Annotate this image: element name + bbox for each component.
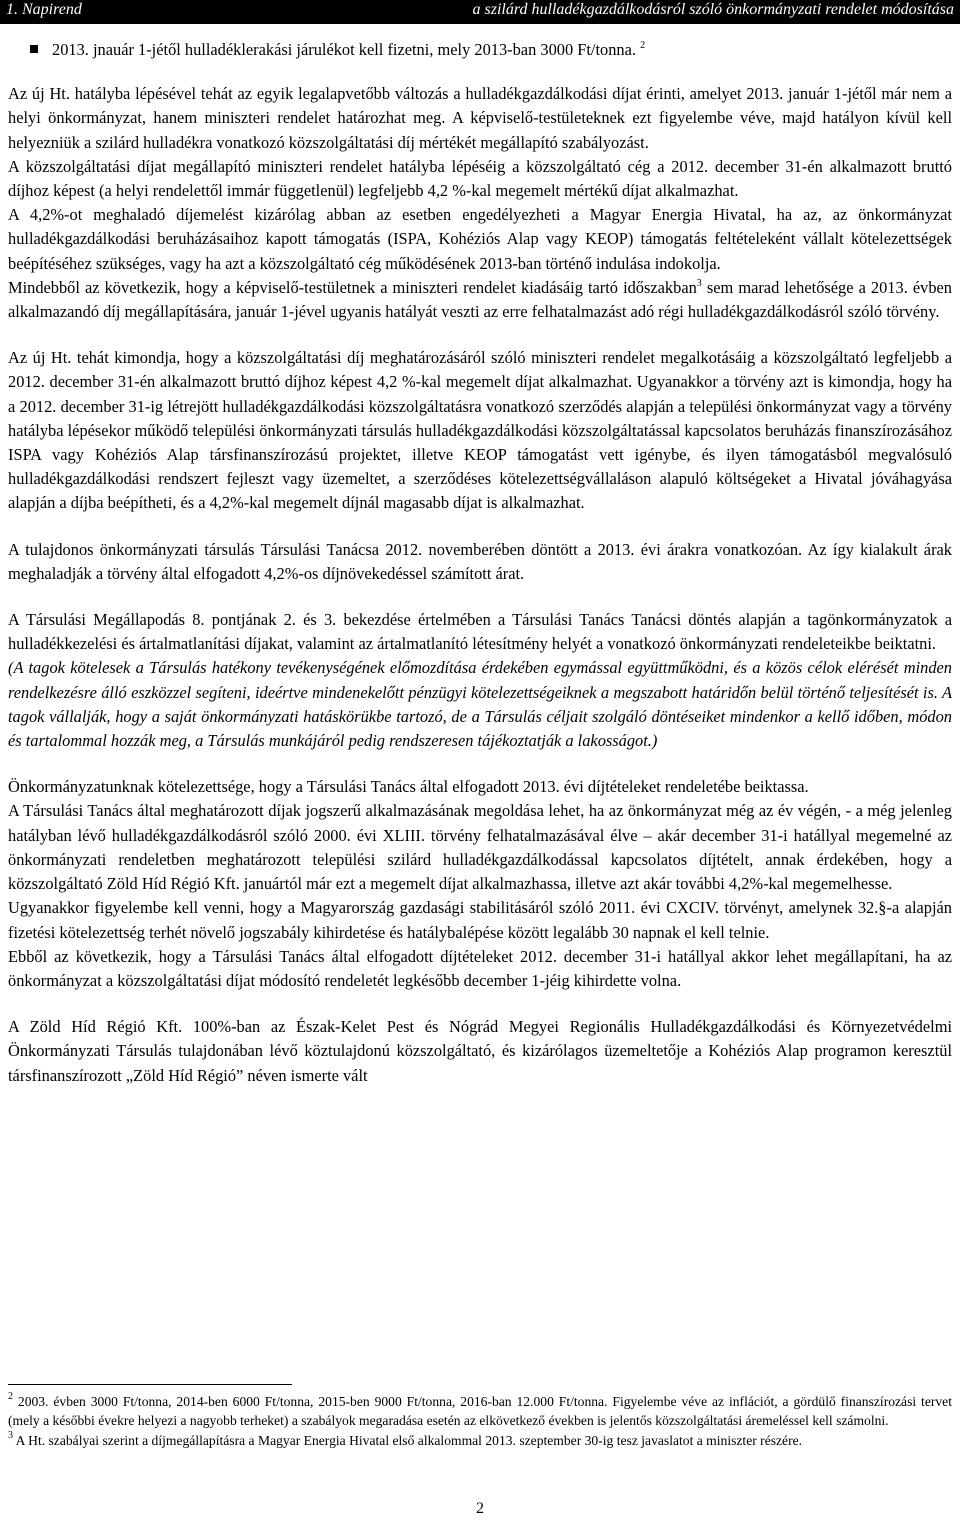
header-agenda-label: 1. Napirend — [6, 1, 82, 18]
footnote-2-text: 2003. évben 3000 Ft/tonna, 2014-ben 6000 Ft/tonna, 2015-ben 9000 Ft/tonna, 2016-ban 12.000 Ft/tonna. Figyelembe véve az inflációt, a gördülő finanszírozási tervet (mely a későbbi évekre helyezi a nagyobb terheket) a szabályok megaradása esetén az elkövetkező években is jelentős közszolgáltatási áremeléssel kell számolni. — [8, 1394, 952, 1429]
footnote-3 — [8, 1431, 952, 1450]
square-bullet-icon — [30, 45, 38, 53]
paragraph-2: Az új Ht. tehát kimondja, hogy a közszolgáltatási díj meghatározásáról szóló miniszteri rendelet megalkotásáig a közszolgáltató legfeljebb a 2012. december 31-én alkalmazott bruttó díjhoz képest 4,2 %-kal megemelt díjat alkalmazhat. Ugyanakkor a törvény azt is kimondja, hogy ha a 2012. december 31-ig létrejött hulladékgazdálkodási közszolgáltatásra vonatkozó szerződés alapján a települési önkormányzat vagy a törvény hatályba lépésekor működő települési önkormányzati társulás hulladékgazdálkodási közszolgáltatással kapcsolatos beruházás finanszírozásához ISPA vagy Kohéziós Alap társfinanszírozású projektet, illetve KEOP támogatást vett igénybe, és ilyen támogatásból megvalósuló hulladékgazdálkodási rendszert fejleszt vagy üzemeltet, a szerződéses kötelezettségvállaláson alapuló költségeket a Hivatal jóváhagyása alapján a díjba beépítheti, és a 4,2%-kal megemelt díjnál magasabb díjat is alkalmazhat. — [8, 348, 952, 513]
paragraph-1c: A 4,2%-ot meghaladó díjemelést kizárólag abban az esetben engedélyezheti a Magyar Energia Hivatal, ha az, az önkormányzat hulladékgazdálkodási beruházásaihoz kapott támogatás (ISPA, Kohéziós Alap vagy KEOP) támogatás feltételeként vállalt kötelezettségek beépítéséhez szükséges, vagy ha azt a közszolgáltató cég működésének 2013-ban történő indulása indokolja. — [8, 205, 952, 273]
paragraph-5b: A Társulási Tanács által meghatározott díjak jogszerű alkalmazásának megoldása lehet, ha az önkormányzat még az év végén, - a még jelenleg hatályban lévő hulladékgazdálkodásról szóló 2000. évi XLIII. törvény felhatalmazásával élve – akár december 31-i hatállyal megemelné az önkormányzati rendeletben meghatározott települési szilárd hulladékgazdálkodással kapcsolatos díjtételt, annak érdekében, hogy a közszolgáltató Zöld Híd Régió Kft. januártól már ezt a megemelt díjat alkalmazhassa, illetve azt akár további 4,2%-kal megemelhesse. — [8, 801, 952, 894]
paragraph-4a: A Társulási Megállapodás 8. pontjának 2. és 3. bekezdése értelmében a Társulási Tanács Tanácsi döntés alapján a tagönkormányzatok a hulladékkezelési és ártalmatlanítási díjakat, valamint az ártalmatlanító létesítmény helyét a vonatkozó önkormányzati rendeleteikbe beiktatni. — [8, 610, 952, 654]
footnote-2-number: 2 — [8, 1391, 13, 1402]
paragraph-1a: Az új Ht. hatályba lépésével tehát az egyik legalapvetőbb változás a hulladékgazdálkodási díjat érinti, amelyet 2013. január 1-jétől már nem a helyi önkormányzat, hanem miniszteri rendelet határozhat meg. A képviselő-testületeknek ezt figyelembe véve, majd hatályon kívül kell helyezniük a szilárd hulladékra vonatkozó közszolgáltatási díj mértékét megállapító szabályozást. — [8, 84, 952, 152]
paragraph-5a: Önkormányzatunknak kötelezettsége, hogy a Társulási Tanács által elfogadott 2013. évi díjtételeket rendeletébe beiktassa. — [8, 777, 809, 797]
paragraph-6: A Zöld Híd Régió Kft. 100%-ban az Észak-Kelet Pest és Nógrád Megyei Regionális Hulladékgazdálkodási és Környezetvédelmi Önkormányzati Társulás tulajdonában lévő köztulajdonú közszolgáltató, és kizárólagos üzemeltetője a Kohéziós Alap programon keresztül társfinanszírozott „Zöld Híd Régió” néven ismerte vált — [8, 1017, 952, 1085]
paragraph-1d-part1: Mindebből az következik, hogy a képviselő-testületnek a miniszteri rendelet kiadásáig tartó időszakban — [8, 277, 697, 297]
footnote-separator — [8, 1384, 292, 1385]
footnote-ref-3[interactable]: 3 — [696, 277, 702, 289]
running-header — [0, 0, 960, 24]
body-text — [8, 38, 952, 1088]
paragraph-1d — [8, 276, 952, 324]
paragraph-5d: Ebből az következik, hogy a Társulási Tanács által elfogadott díjtételeket 2012. december 31-i hatállyal akkor lehet megállapítani, ha az önkormányzat a közszolgáltatási díjat módosító rendeletét legkésőbb december 1-jéig kihirdette volna. — [8, 946, 952, 990]
paragraph-4b-quote: (A tagok kötelesek a Társulás hatékony tevékenységének előmozdítása érdekében egymással együttműködni, és a közös célok elérését minden rendelkezésre álló eszközzel segíteni, ideértve mindenekelőtt pénzügyi kötelezettségeiknek a megszabott határidőn belül történő teljesítését is. A tagok vállalják, hogy a saját önkormányzati hatáskörükbe tartozó, de a Társulás céljait szolgáló döntéseiket mindenkor a kellő időben, módon és tartalommal hozzák meg, a Társulás munkájáról pedig rendszeresen tájékoztatják a lakosságot.) — [8, 658, 952, 751]
paragraph-1d-part2: sem marad lehetősége a 2013. évben alkalmazandó díj megállapítására, január 1-jével ugyanis hatályát veszti az erre felhatalmazást adó régi hulladékgazdálkodásról szóló törvény. — [8, 277, 952, 322]
footnote-2 — [8, 1392, 952, 1431]
bullet-text: 2013. jnauár 1-jétől hulladéklerakási járulékot kell fizetni, mely 2013-ban 3000 Ft/tonna. — [52, 40, 636, 59]
bullet-item — [8, 38, 952, 62]
page-number: 2 — [476, 1500, 484, 1517]
footnote-ref-2[interactable]: 2 — [640, 40, 646, 51]
footnotes — [8, 1392, 952, 1450]
paragraph-3: A tulajdonos önkormányzati társulás Társulási Tanácsa 2012. novemberében döntött a 2013. évi árakra vonatkozóan. Az így kialakult árak meghaladják a törvény által elfogadott 4,2%-os díjnövekedéssel számított árat. — [8, 539, 952, 583]
paragraph-1b: A közszolgáltatási díjat megállapító miniszteri rendelet hatályba lépéséig a közszolgáltató cég a 2012. december 31-én alkalmazott bruttó díjhoz képest (a helyi rendelettől immár függetlenül) legfeljebb 4,2 %-kal megemelt mértékű díjat alkalmazhat. — [8, 156, 952, 201]
header-title: a szilárd hulladékgazdálkodásról szóló önkormányzati rendelet módosítása — [472, 1, 954, 18]
footnote-3-number: 3 — [8, 1429, 13, 1441]
paragraph-5c: Ugyanakkor figyelembe kell venni, hogy a Magyarország gazdasági stabilitásáról szóló 2011. évi CXCIV. törvényt, amelynek 32.§-a alapján fizetési kötelezettség terhét növelő jogszabály kihirdetése és hatálybalépése között legalább 30 napnak el kell telnie. — [8, 898, 952, 942]
footnote-3-text: A Ht. szabályai szerint a díjmegállapításra a Magyar Energia Hivatal első alkalommal 2013. szeptember 30-ig tesz javaslatot a miniszter részére. — [15, 1432, 803, 1448]
